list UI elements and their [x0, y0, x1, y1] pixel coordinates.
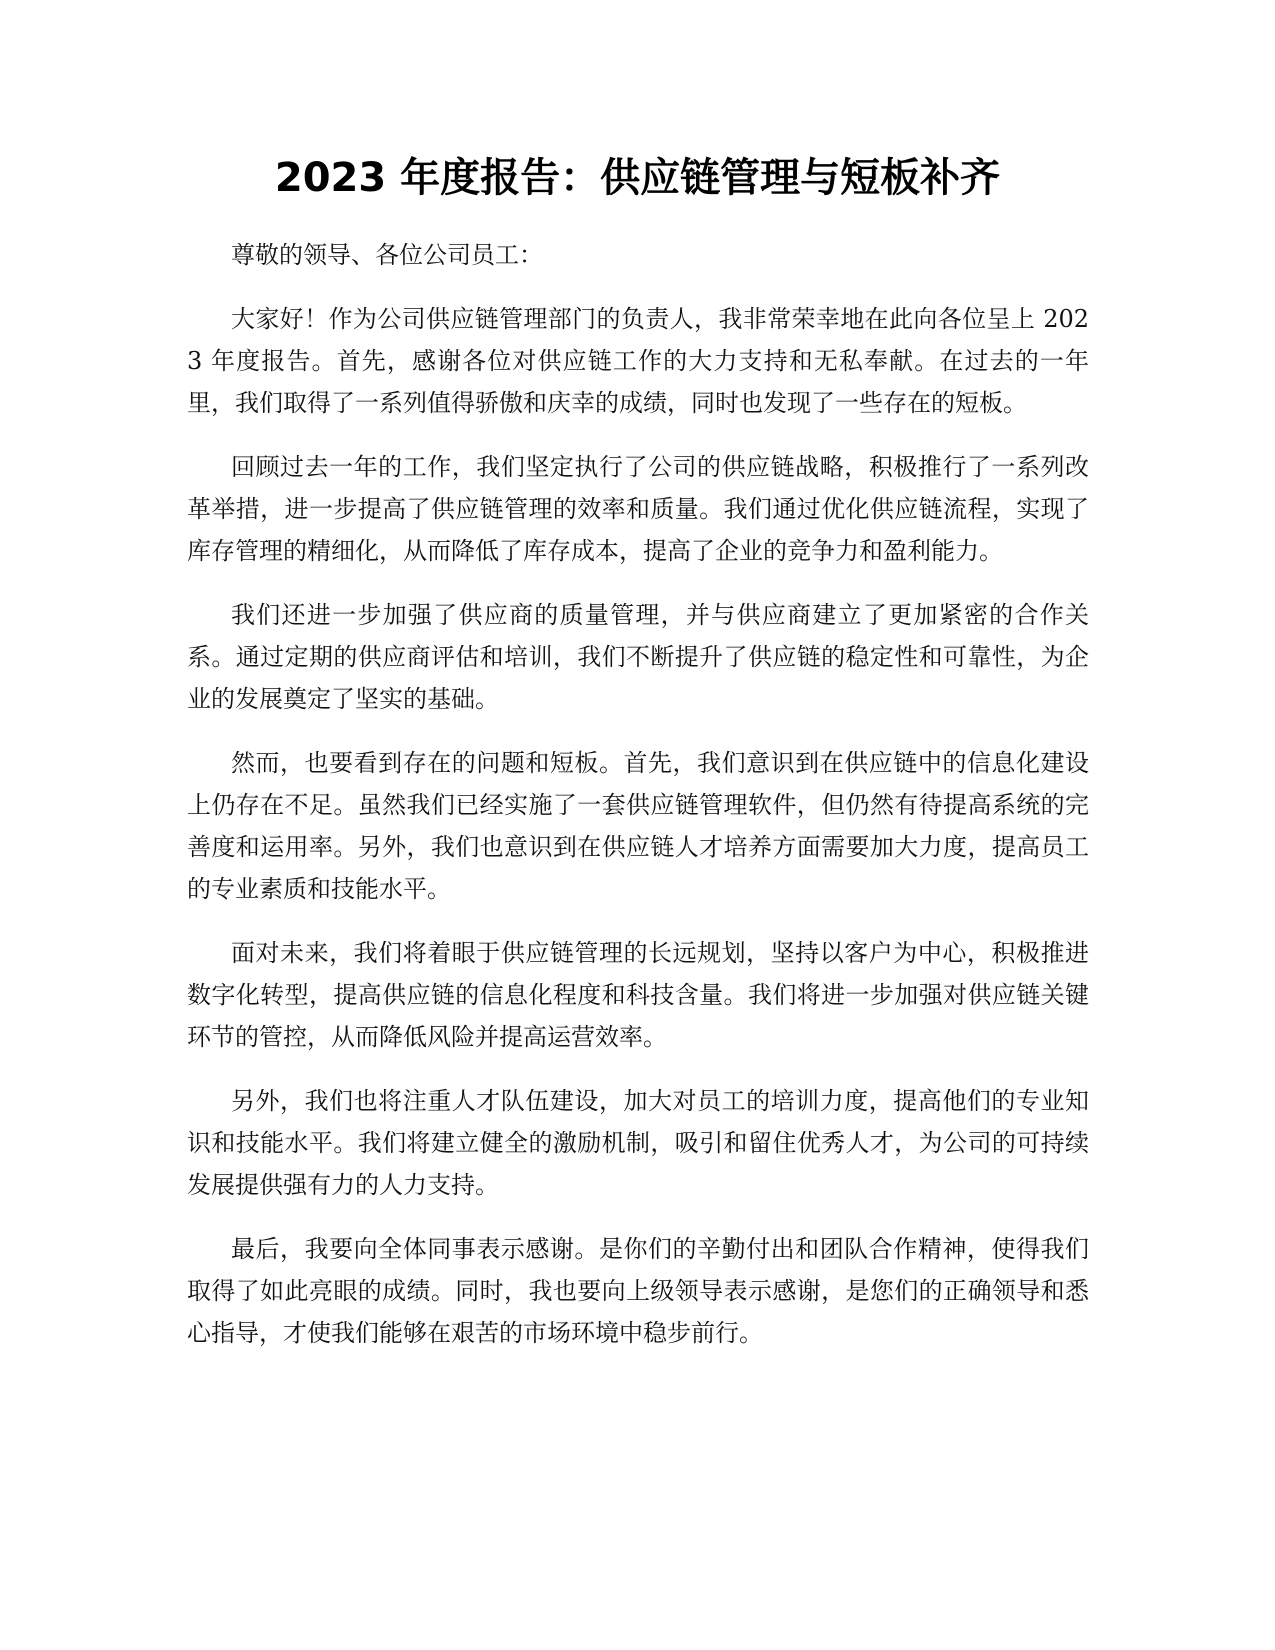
- paragraph-supplier-quality: 我们还进一步加强了供应商的质量管理，并与供应商建立了更加紧密的合作关系。通过定期的供应商评估和培训，我们不断提升了供应链的稳定性和可靠性，为企业的发展奠定了坚实的基础。: [187, 601, 1089, 713]
- paragraph-talent: 另外，我们也将注重人才队伍建设，加大对员工的培训力度，提高他们的专业知识和技能水平。我们将建立健全的激励机制，吸引和留住优秀人才，为公司的可持续发展提供强有力的人力支持。: [187, 1087, 1089, 1199]
- paragraph-thanks: 最后，我要向全体同事表示感谢。是你们的辛勤付出和团队合作精神，使得我们取得了如此亮眼的成绩。同时，我也要向上级领导表示感谢，是您们的正确领导和悉心指导，才使我们能够在艰苦的市场环境中稳步前行。: [187, 1235, 1089, 1347]
- paragraph-problems: 然而，也要看到存在的问题和短板。首先，我们意识到在供应链中的信息化建设上仍存在不足。虽然我们已经实施了一套供应链管理软件，但仍然有待提高系统的完善度和运用率。另外，我们也意识到在供应链人才培养方面需要加大力度，提高员工的专业素质和技能水平。: [187, 749, 1089, 903]
- paragraph-review: 回顾过去一年的工作，我们坚定执行了公司的供应链战略，积极推行了一系列改革举措，进一步提高了供应链管理的效率和质量。我们通过优化供应链流程，实现了库存管理的精细化，从而降低了库存成本，提高了企业的竞争力和盈利能力。: [187, 453, 1089, 565]
- paragraph-future: 面对未来，我们将着眼于供应链管理的长远规划，坚持以客户为中心，积极推进数字化转型，提高供应链的信息化程度和科技含量。我们将进一步加强对供应链关键环节的管控，从而降低风险并提高运营效率。: [187, 939, 1089, 1051]
- salutation: 尊敬的领导、各位公司员工：: [231, 241, 543, 269]
- document-title: 2023 年度报告：供应链管理与短板补齐: [274, 155, 1001, 201]
- paragraph-greeting: 大家好！作为公司供应链管理部门的负责人，我非常荣幸地在此向各位呈上 2023 年度报告。首先，感谢各位对供应链工作的大力支持和无私奉献。在过去的一年里，我们取得了一系列值得骄傲和庆幸的成绩，同时也发现了一些存在的短板。: [187, 305, 1089, 417]
- document-body: [187, 234, 1089, 1376]
